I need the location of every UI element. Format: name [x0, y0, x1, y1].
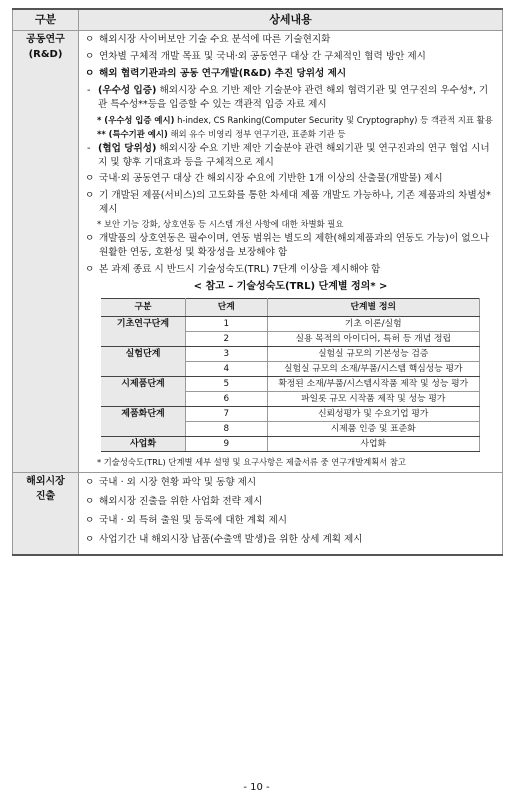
table-row [101, 377, 479, 392]
note: ** (특수기관 예시) 해외 유수 비영리 정부 연구기관, 표준화 기관 등 [97, 129, 346, 139]
trl-level: 4 [185, 362, 267, 377]
trl-header-definition: 단계별 정의 [267, 299, 479, 317]
list-item: ㅇ 해외시장 사이버보안 기술 수요 분석에 따른 기술현지화 [85, 34, 331, 45]
table-row [101, 407, 479, 422]
rnd-category [13, 31, 79, 473]
trl-definition: 신뢰성평가 및 수요기업 평가 [267, 407, 479, 422]
overseas-category-line1: 해외시장 [26, 476, 65, 487]
table-row [101, 347, 479, 362]
circle-bullet: ㅇ [85, 515, 95, 526]
trl-level: 7 [185, 407, 267, 422]
list-item: ㅇ 해외 협력기관과의 공동 연구개발(R&D) 추진 당위성 제시 [85, 68, 347, 79]
trl-definition: 파일롯 규모 시작품 제작 및 성능 평가 [267, 392, 479, 407]
trl-level: 8 [185, 422, 267, 437]
rnd-category-line2: (R&D) [28, 49, 63, 60]
rnd-category-line1: 공동연구 [26, 34, 65, 45]
rnd-row [13, 31, 503, 473]
list-item: ㅇ 본 과제 종료 시 반드시 기술성숙도(TRL) 7단계 이상을 제시해야 함 [85, 264, 381, 275]
note: * 보안 기능 강화, 상호연동 등 시스템 개선 사항에 대한 차별화 필요 [97, 219, 344, 229]
trl-definition: 실용 목적의 아이디어, 특허 등 개념 정립 [267, 332, 479, 347]
trl-definition: 확정된 소재/부품/시스템시작품 제작 및 성능 평가 [267, 377, 479, 392]
overseas-row [13, 473, 503, 556]
header-category: 구분 [13, 9, 79, 31]
trl-definition: 시제품 인증 및 표준화 [267, 422, 479, 437]
circle-bullet: ㅇ [85, 51, 95, 62]
trl-level: 1 [185, 317, 267, 332]
list-item: ㅇ 국내 · 외 특허 출원 및 등록에 대한 계획 제시 [85, 515, 288, 526]
list-item: ㅇ 국내·외 공동연구 대상 간 해외시장 수요에 기반한 1개 이상의 산출물(개발물) 제시 [85, 173, 443, 184]
list-item: ㅇ 기 개발된 제품(서비스)의 고도화를 통한 차세대 제품 개발도 가능하나, 기존 제품과의 차별성* 제시 [85, 190, 491, 215]
circle-bullet: ㅇ [85, 68, 95, 79]
trl-definition: 사업화 [267, 437, 479, 452]
trl-stage: 제품화단계 [101, 407, 185, 437]
overseas-category [13, 473, 79, 556]
trl-definition: 실험실 규모의 기본성능 검증 [267, 347, 479, 362]
table-header-row [13, 9, 503, 31]
trl-level: 9 [185, 437, 267, 452]
trl-definition: 기초 이론/실험 [267, 317, 479, 332]
trl-stage: 시제품단계 [101, 377, 185, 407]
trl-level: 2 [185, 332, 267, 347]
header-details: 상세내용 [79, 9, 503, 31]
page-number: - 10 - [243, 782, 270, 793]
trl-footnote: * 기술성숙도(TRL) 단계별 세부 설명 및 요구사항은 제출서류 중 연구개발계획서 참고 [97, 457, 406, 467]
trl-definition: 실험실 규모의 소재/부품/시스템 핵심성능 평가 [267, 362, 479, 377]
note: * (우수성 입증 예시) h-index, CS Ranking(Computer Security 및 Cryptography) 등 객관적 지표 활용 [97, 115, 493, 125]
trl-header-level: 단계 [185, 299, 267, 317]
trl-level: 6 [185, 392, 267, 407]
list-item: ㅇ 국내 · 외 시장 현황 파악 및 동향 제시 [85, 477, 257, 488]
details-table [12, 8, 503, 556]
rnd-content [79, 31, 503, 473]
sub-item: - (협업 당위성) 해외시장 수요 기반 제안 기술분야 관련 해외기관 및 연구진과의 연구 협업 시너지 및 향후 기대효과 등을 구체적으로 제시 [87, 143, 490, 168]
table-row [101, 317, 479, 332]
trl-stage: 사업화 [101, 437, 185, 452]
circle-bullet: ㅇ [85, 477, 95, 488]
sub-item: - (우수성 입증) 해외시장 수요 기반 제안 기술분야 관련 해외 협력기관 및 연구진의 우수성*, 기관 특수성**등을 입증할 수 있는 객관적 입증 자료 제시 [87, 85, 489, 110]
circle-bullet: ㅇ [85, 534, 95, 545]
list-item: ㅇ 개발품의 상호연동은 필수이며, 연동 범위는 별도의 제한(해외제품과의 연동도 가능)이 없으나 원활한 연동, 호환성 및 확장성을 보장해야 함 [85, 233, 490, 258]
table-row [101, 437, 479, 452]
circle-bullet: ㅇ [85, 496, 95, 507]
trl-stage: 실험단계 [101, 347, 185, 377]
list-item: ㅇ 해외시장 진출을 위한 사업화 전략 제시 [85, 496, 263, 507]
circle-bullet: ㅇ [85, 190, 95, 201]
circle-bullet: ㅇ [85, 34, 95, 45]
trl-level: 5 [185, 377, 267, 392]
trl-reference-title: < 참고 – 기술성숙도(TRL) 단계별 정의* > [193, 281, 388, 292]
circle-bullet: ㅇ [85, 233, 95, 244]
dash-bullet: - [87, 85, 91, 96]
document-page [12, 8, 502, 556]
overseas-content [79, 473, 503, 556]
trl-table [101, 298, 480, 452]
circle-bullet: ㅇ [85, 264, 95, 275]
trl-header-category: 구분 [101, 299, 185, 317]
trl-stage: 기초연구단계 [101, 317, 185, 347]
trl-header-row [101, 299, 479, 317]
circle-bullet: ㅇ [85, 173, 95, 184]
list-item: ㅇ 연차별 구체적 개발 목표 및 국내·외 공동연구 대상 간 구체적인 협력 방안 제시 [85, 51, 426, 62]
trl-level: 3 [185, 347, 267, 362]
dash-bullet: - [87, 143, 91, 154]
list-item: ㅇ 사업기간 내 해외시장 납품(수출액 발생)을 위한 상세 계획 제시 [85, 534, 363, 545]
overseas-category-line2: 진출 [35, 491, 56, 502]
